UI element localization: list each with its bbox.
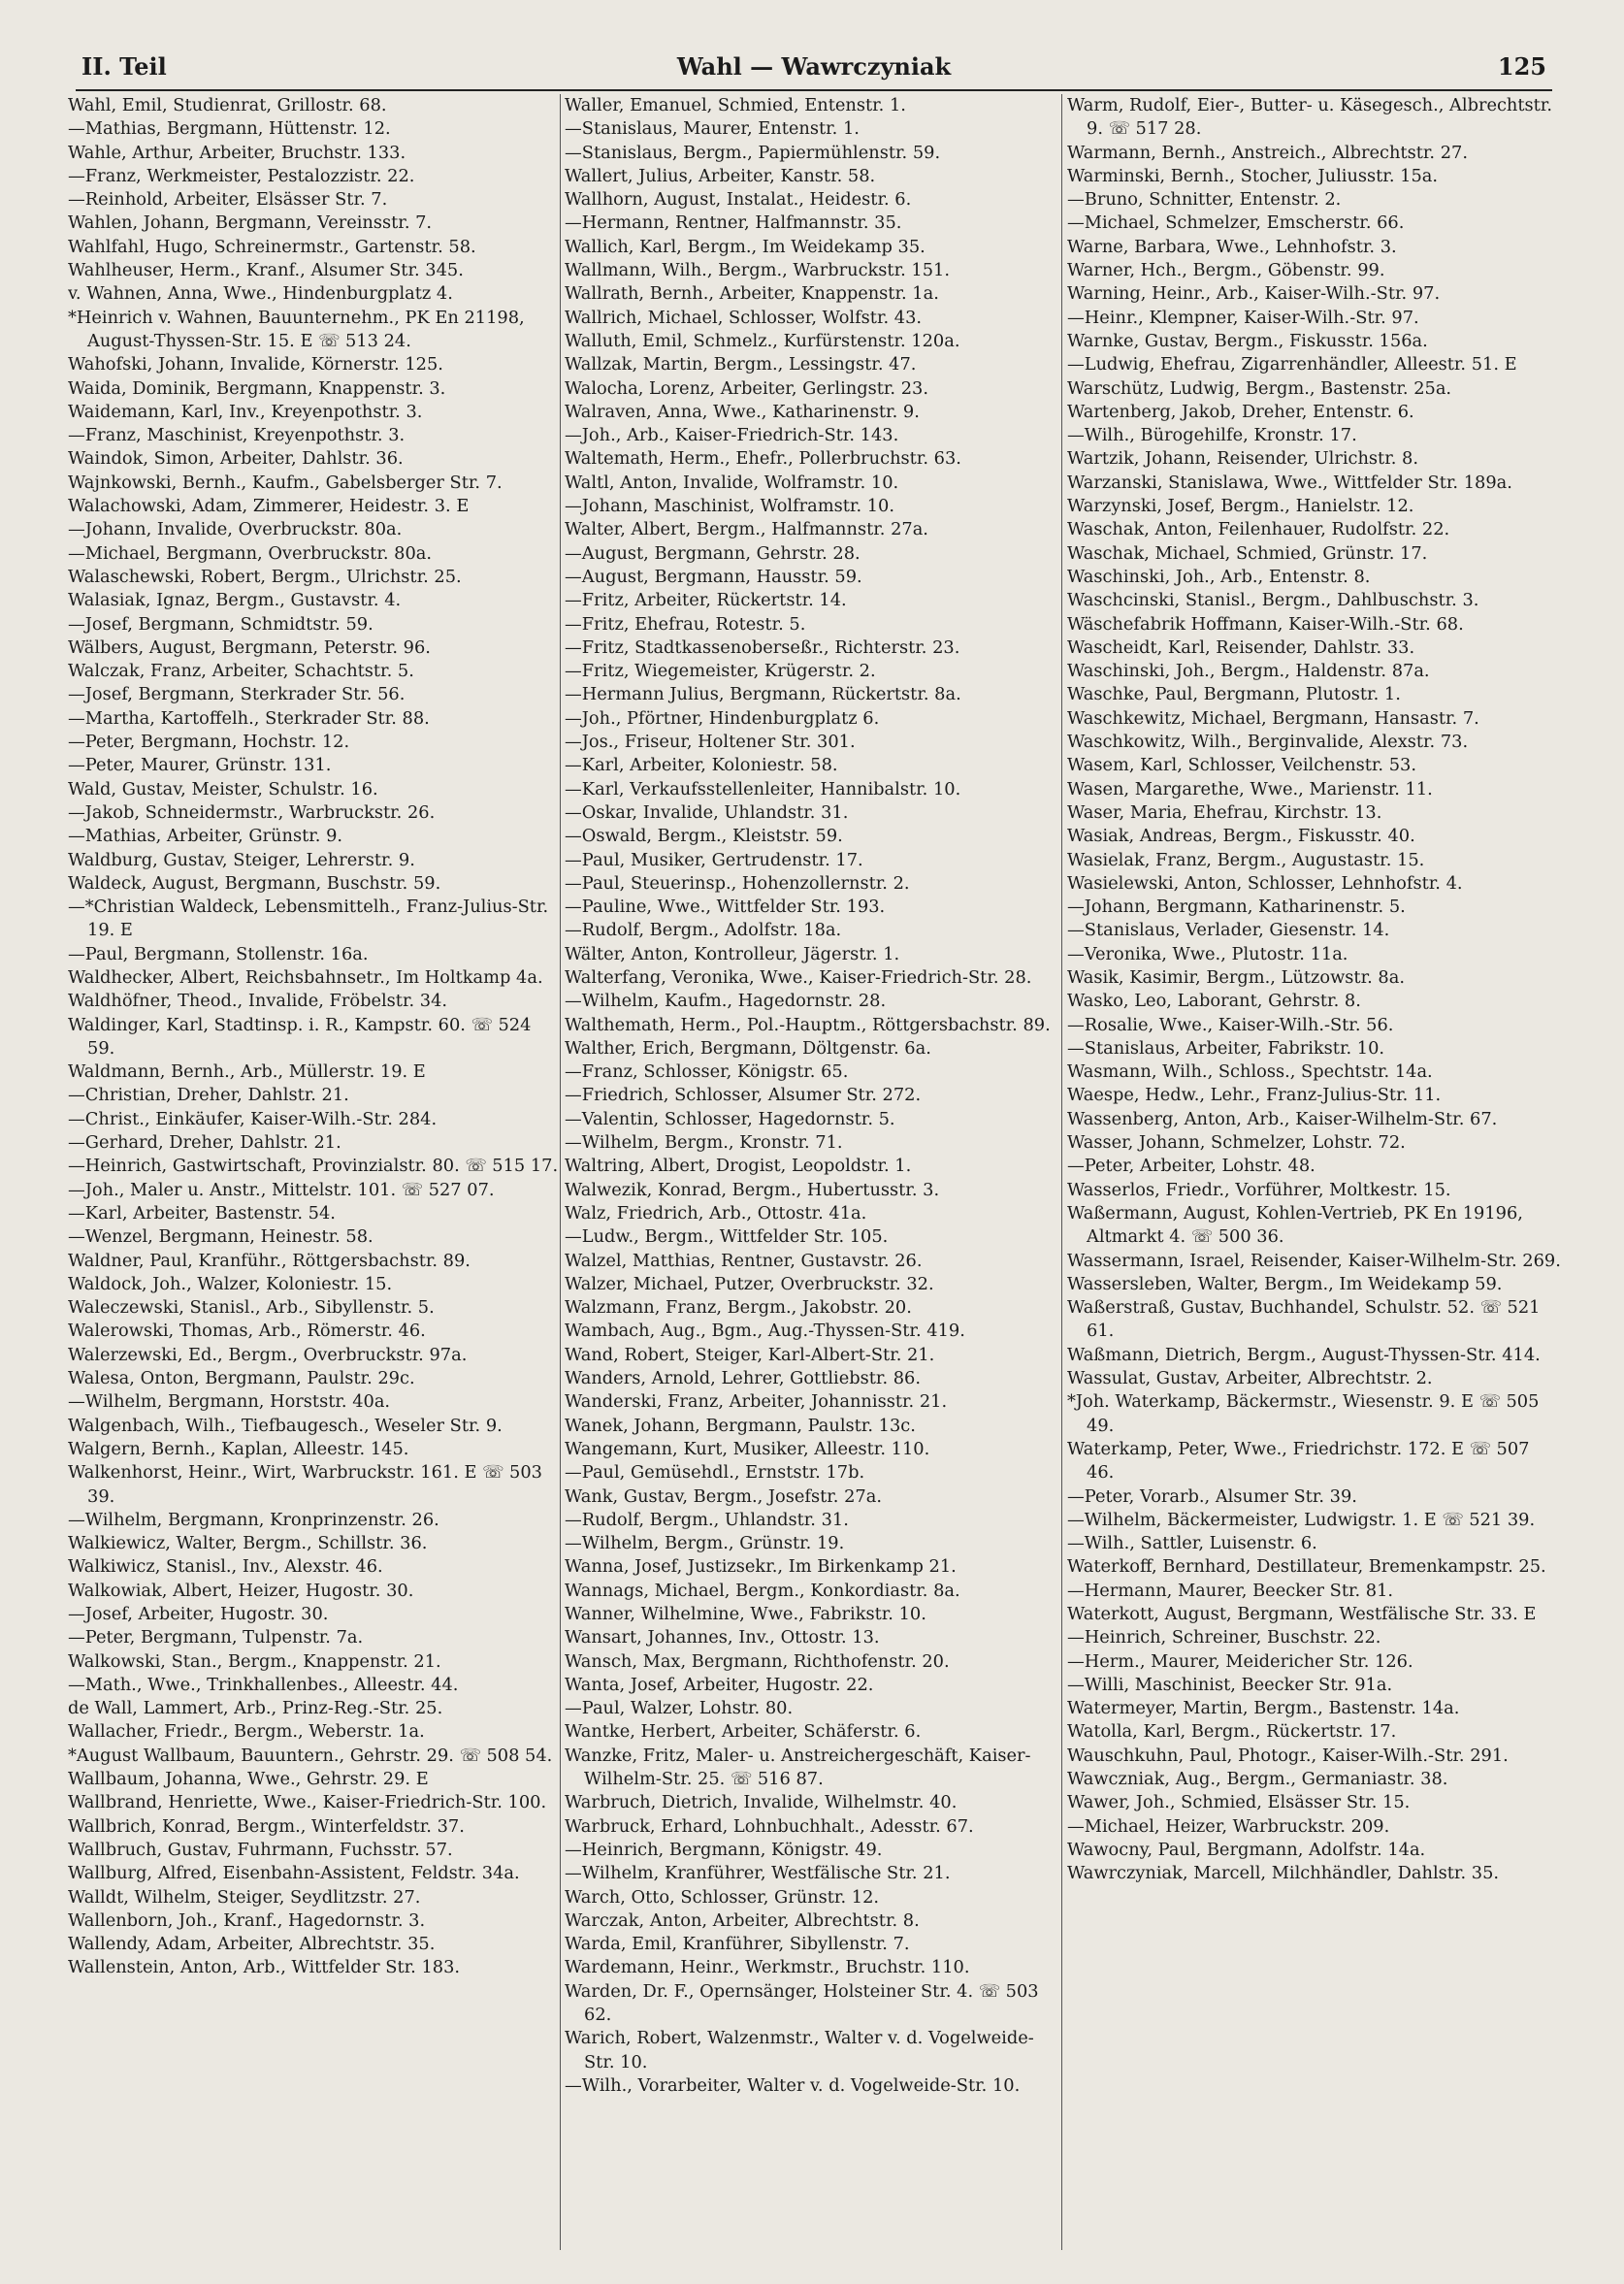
- directory-entry: —Paul, Bergmann, Stollenstr. 16a.: [68, 943, 369, 964]
- directory-entry: Wahofski, Johann, Invalide, Körnerstr. 125.: [68, 354, 443, 375]
- directory-entry: Walterfang, Veronika, Wwe., Kaiser-Friedrich-Str. 28.: [565, 966, 1032, 988]
- directory-entry: —Paul, Walzer, Lohstr. 80.: [565, 1698, 794, 1719]
- directory-entry: Warm, Rudolf, Eier-, Butter- u. Käsegesch., Albrechtstr. 9. ☏ 517 28.: [1067, 95, 1553, 140]
- directory-entry: Wawczniak, Aug., Bergm., Germaniastr. 38.: [1067, 1769, 1448, 1790]
- directory-entry: Warbruck, Erhard, Lohnbuchhalt., Adesstr. 67.: [565, 1815, 974, 1837]
- directory-entry: Warden, Dr. F., Opernsänger, Holsteiner Str. 4. ☏ 503 62.: [565, 1980, 1039, 2026]
- directory-entry: —Peter, Maurer, Grünstr. 131.: [68, 755, 332, 776]
- directory-entry: Wansch, Max, Bergmann, Richthofenstr. 20.: [565, 1650, 950, 1672]
- directory-entry: Wanner, Wilhelmine, Wwe., Fabrikstr. 10.: [565, 1604, 926, 1624]
- directory-entry: Waser, Maria, Ehefrau, Kirchstr. 13.: [1067, 801, 1382, 823]
- directory-entry: Wassermann, Israel, Reisender, Kaiser-Wilhelm-Str. 269.: [1067, 1250, 1561, 1271]
- directory-entry: Warbruch, Dietrich, Invalide, Wilhelmstr. 40.: [565, 1792, 958, 1813]
- directory-entry: —Willi, Maschinist, Beecker Str. 91a.: [1067, 1674, 1393, 1695]
- directory-entry: Waltemath, Herm., Ehefr., Pollerbruchstr. 63.: [565, 448, 961, 470]
- directory-entry: Wallburg, Alfred, Eisenbahn-Assistent, Feldstr. 34a.: [68, 1863, 520, 1884]
- directory-entry: —Hermann, Rentner, Halfmannstr. 35.: [565, 212, 902, 234]
- directory-entry: —Ludwig, Ehefrau, Zigarrenhändler, Alleestr. 51. E: [1067, 354, 1517, 375]
- directory-entry: —Heinrich, Gastwirtschaft, Provinzialstr. 80. ☏ 515 17.: [68, 1156, 559, 1177]
- directory-entry: —Johann, Maschinist, Wolframstr. 10.: [565, 496, 895, 517]
- directory-entry: —Wilh., Sattler, Luisenstr. 6.: [1067, 1533, 1317, 1554]
- directory-entry: Wanek, Johann, Bergmann, Paulstr. 13c.: [565, 1415, 916, 1436]
- directory-entry: Waschke, Paul, Bergmann, Plutostr. 1.: [1067, 684, 1401, 705]
- directory-entry: Warczak, Anton, Arbeiter, Albrechtstr. 8.: [565, 1909, 920, 1931]
- directory-column-3: [1067, 94, 1562, 2253]
- directory-entry: —Michael, Schmelzer, Emscherstr. 66.: [1067, 212, 1405, 234]
- directory-entry: —Johann, Invalide, Overbruckstr. 80a.: [68, 519, 403, 540]
- directory-entry: Wasielak, Franz, Bergm., Augustastr. 15.: [1067, 849, 1425, 870]
- directory-entry: Waschkowitz, Wilh., Berginvalide, Alexstr. 73.: [1067, 732, 1469, 753]
- directory-entry: Warich, Robert, Walzenmstr., Walter v. d. Vogelweide-Str. 10.: [565, 2028, 1034, 2072]
- directory-entry: —Paul, Steuerinsp., Hohenzollernstr. 2.: [565, 872, 910, 894]
- directory-entry: —Karl, Arbeiter, Koloniestr. 58.: [565, 755, 838, 776]
- directory-entry: —Wilhelm, Bäckermeister, Ludwigstr. 1. E ☏ 521 39.: [1067, 1509, 1536, 1530]
- directory-entry: —Fritz, Stadtkassenoberseßr., Richterstr. 23.: [565, 636, 960, 658]
- directory-entry: Waschinski, Joh., Bergm., Haldenstr. 87a.: [1067, 661, 1430, 682]
- directory-entry: —Franz, Maschinist, Kreyenpothstr. 3.: [68, 425, 406, 446]
- directory-entry: —Stanislaus, Arbeiter, Fabrikstr. 10.: [1067, 1037, 1385, 1059]
- directory-entry: Waldmann, Bernh., Arb., Müllerstr. 19. E: [68, 1061, 426, 1083]
- directory-entry: —Wilh., Bürogehilfe, Kronstr. 17.: [1067, 425, 1357, 446]
- directory-entry: Wasmann, Wilh., Schloss., Spechtstr. 14a.: [1067, 1061, 1433, 1083]
- directory-entry: —Joh., Arb., Kaiser-Friedrich-Str. 143.: [565, 425, 899, 446]
- directory-entry: Waldner, Paul, Kranführ., Röttgersbachstr. 89.: [68, 1250, 471, 1271]
- directory-entry: Waldock, Joh., Walzer, Koloniestr. 15.: [68, 1273, 393, 1294]
- directory-entry: Walasiak, Ignaz, Bergm., Gustavstr. 4.: [68, 590, 402, 611]
- directory-entry: —Karl, Verkaufsstellenleiter, Hannibalstr. 10.: [565, 778, 961, 799]
- directory-entry: Walkenhorst, Heinr., Wirt, Warbruckstr. 161. E ☏ 503 39.: [68, 1462, 542, 1507]
- directory-entry: —Wilh., Vorarbeiter, Walter v. d. Vogelweide-Str. 10.: [565, 2074, 1021, 2096]
- directory-entry: —Mathias, Arbeiter, Grünstr. 9.: [68, 826, 343, 847]
- directory-entry: Warminski, Bernh., Stocher, Juliusstr. 15a.: [1067, 165, 1439, 186]
- directory-entry: Warnke, Gustav, Bergm., Fiskusstr. 156a.: [1067, 330, 1428, 351]
- directory-entry: Wascheidt, Karl, Reisender, Dahlstr. 33.: [1067, 636, 1415, 658]
- directory-entry: Wanderski, Franz, Arbeiter, Johannisstr. 21.: [565, 1391, 948, 1413]
- directory-entry: —Rudolf, Bergm., Adolfstr. 18a.: [565, 920, 842, 941]
- directory-entry: —Stanislaus, Bergm., Papiermühlenstr. 59.: [565, 142, 941, 163]
- directory-entry: Waldburg, Gustav, Steiger, Lehrerstr. 9.: [68, 849, 415, 870]
- directory-entry: —Herm., Maurer, Meidericher Str. 126.: [1067, 1650, 1413, 1672]
- directory-entry: Walgenbach, Wilh., Tiefbaugesch., Weseler Str. 9.: [68, 1415, 503, 1436]
- directory-entry: —Josef, Bergmann, Sterkrader Str. 56.: [68, 684, 406, 705]
- directory-entry: de Wall, Lammert, Arb., Prinz-Reg.-Str. 25.: [68, 1698, 443, 1719]
- directory-entry: Wallhorn, August, Instalat., Heidestr. 6.: [565, 189, 912, 211]
- directory-entry: —Paul, Musiker, Gertrudenstr. 17.: [565, 849, 863, 870]
- directory-entry: Wahl, Emil, Studienrat, Grillostr. 68.: [68, 95, 387, 115]
- directory-entry: Waespe, Hedw., Lehr., Franz-Julius-Str. 11.: [1067, 1085, 1442, 1106]
- directory-entry: —Wilhelm, Bergm., Kronstr. 71.: [565, 1132, 843, 1154]
- directory-entry: —Wilhelm, Bergm., Grünstr. 19.: [565, 1533, 845, 1554]
- directory-entry: Wanta, Josef, Arbeiter, Hugostr. 22.: [565, 1674, 874, 1695]
- directory-entry: —Wilhelm, Kaufm., Hagedornstr. 28.: [565, 991, 887, 1012]
- directory-entry: Watermeyer, Martin, Bergm., Bastenstr. 14a.: [1067, 1698, 1460, 1719]
- directory-entry: —Rudolf, Bergm., Uhlandstr. 31.: [565, 1509, 849, 1530]
- directory-entry: Walkowiak, Albert, Heizer, Hugostr. 30.: [68, 1580, 414, 1601]
- directory-entry: Walesa, Onton, Bergmann, Paulstr. 29c.: [68, 1368, 415, 1389]
- directory-entry: Walldt, Wilhelm, Steiger, Seydlitzstr. 27.: [68, 1886, 421, 1908]
- directory-entry: Wald, Gustav, Meister, Schulstr. 16.: [68, 778, 378, 799]
- directory-entry: Waschkewitz, Michael, Bergmann, Hansastr. 7.: [1067, 707, 1479, 729]
- directory-entry: Waller, Emanuel, Schmied, Entenstr. 1.: [565, 95, 906, 115]
- directory-entry: Waldhöfner, Theod., Invalide, Fröbelstr. 34.: [68, 991, 448, 1012]
- directory-entry: —Josef, Bergmann, Schmidtstr. 59.: [68, 613, 374, 635]
- directory-entry: Wäschefabrik Hoffmann, Kaiser-Wilh.-Str. 68.: [1067, 613, 1464, 635]
- directory-entry: Warne, Barbara, Wwe., Lehnhofstr. 3.: [1067, 236, 1397, 257]
- directory-entry: —Karl, Arbeiter, Bastenstr. 54.: [68, 1202, 336, 1224]
- directory-entry: Walczak, Franz, Arbeiter, Schachtstr. 5.: [68, 661, 414, 682]
- directory-entry: —Wilhelm, Bergmann, Kronprinzenstr. 26.: [68, 1509, 439, 1530]
- directory-entry: —Peter, Arbeiter, Lohstr. 48.: [1067, 1156, 1315, 1177]
- directory-entry: Wannags, Michael, Bergm., Konkordiastr. 8a.: [565, 1580, 960, 1601]
- directory-entry: —Fritz, Arbeiter, Rückertstr. 14.: [565, 590, 847, 611]
- directory-entry: Walkiwicz, Stanisl., Inv., Alexstr. 46.: [68, 1556, 383, 1578]
- directory-entry: Wand, Robert, Steiger, Karl-Albert-Str. 21.: [565, 1344, 935, 1365]
- directory-entry: Warzynski, Josef, Bergm., Hanielstr. 12.: [1067, 496, 1414, 517]
- directory-entry: Wajnkowski, Bernh., Kaufm., Gabelsberger Str. 7.: [68, 472, 503, 493]
- directory-entry: Walaschewski, Robert, Bergm., Ulrichstr. 25.: [68, 566, 462, 587]
- directory-entry: Wälbers, August, Bergmann, Peterstr. 96.: [68, 636, 431, 658]
- directory-entry: —Franz, Schlosser, Königstr. 65.: [565, 1061, 849, 1083]
- directory-entry: Wartenberg, Jakob, Dreher, Entenstr. 6.: [1067, 401, 1414, 422]
- directory-column-1: [68, 94, 563, 2253]
- directory-entry: Wasik, Kasimir, Bergm., Lützowstr. 8a.: [1067, 966, 1405, 988]
- directory-entry: Waldeck, August, Bergmann, Buschstr. 59.: [68, 872, 441, 894]
- directory-entry: Waida, Dominik, Bergmann, Knappenstr. 3.: [68, 377, 446, 399]
- directory-entry: —Wilhelm, Kranführer, Westfälische Str. 21.: [565, 1863, 951, 1884]
- directory-entry: —Christian, Dreher, Dahlstr. 21.: [68, 1085, 349, 1106]
- directory-entry: Warning, Heinr., Arb., Kaiser-Wilh.-Str. 97.: [1067, 283, 1441, 305]
- directory-entry: Wahlfahl, Hugo, Schreinermstr., Gartenstr. 58.: [68, 236, 476, 257]
- directory-entry: —August, Bergmann, Gehrstr. 28.: [565, 542, 861, 564]
- directory-entry: Waidemann, Karl, Inv., Kreyenpothstr. 3.: [68, 401, 423, 422]
- directory-entry: Wasem, Karl, Schlosser, Veilchenstr. 53.: [1067, 755, 1417, 776]
- directory-entry: Wallich, Karl, Bergm., Im Weidekamp 35.: [565, 236, 926, 257]
- directory-entry: Walocha, Lorenz, Arbeiter, Gerlingstr. 23.: [565, 377, 928, 399]
- directory-entry: Wallrath, Bernh., Arbeiter, Knappenstr. 1a.: [565, 283, 939, 305]
- directory-entry: Wasielewski, Anton, Schlosser, Lehnhofstr. 4.: [1067, 872, 1463, 894]
- directory-entry: —Joh., Pförtner, Hindenburgplatz 6.: [565, 707, 880, 729]
- directory-entry: Walluth, Emil, Schmelz., Kurfürstenstr. 120a.: [565, 330, 960, 351]
- directory-entry: Walzel, Matthias, Rentner, Gustavstr. 26.: [565, 1250, 923, 1271]
- column-divider: [560, 94, 561, 2250]
- directory-entry: —Josef, Arbeiter, Hugostr. 30.: [68, 1604, 329, 1624]
- directory-entry: —Pauline, Wwe., Wittfelder Str. 193.: [565, 897, 886, 918]
- directory-entry: —Hermann Julius, Bergmann, Rückertstr. 8a.: [565, 684, 961, 705]
- directory-entry: Wallenborn, Joh., Kranf., Hagedornstr. 3.: [68, 1909, 426, 1931]
- page-number: 125: [1497, 52, 1546, 81]
- directory-entry: —Franz, Werkmeister, Pestalozzistr. 22.: [68, 165, 415, 186]
- directory-entry: Warner, Hch., Bergm., Göbenstr. 99.: [1067, 260, 1385, 281]
- directory-entry: —Bruno, Schnitter, Entenstr. 2.: [1067, 189, 1342, 211]
- directory-entry: —Wilhelm, Bergmann, Horststr. 40a.: [68, 1391, 391, 1413]
- directory-entry: Warch, Otto, Schlosser, Grünstr. 12.: [565, 1886, 880, 1908]
- directory-entry: Wawrczyniak, Marcell, Milchhändler, Dahlstr. 35.: [1067, 1863, 1500, 1884]
- directory-entry: Wartzik, Johann, Reisender, Ulrichstr. 8.: [1067, 448, 1419, 470]
- directory-entry: Watolla, Karl, Bergm., Rückertstr. 17.: [1067, 1721, 1397, 1743]
- directory-entry: Wanders, Arnold, Lehrer, Gottliebstr. 86.: [565, 1368, 922, 1389]
- column-divider: [1061, 94, 1062, 2250]
- directory-entry: —Reinhold, Arbeiter, Elsässer Str. 7.: [68, 189, 388, 211]
- directory-entry: *Heinrich v. Wahnen, Bauunternehm., PK En 21198, August-Thyssen-Str. 15. E ☏ 513 24.: [68, 307, 525, 351]
- directory-entry: Waldhecker, Albert, Reichsbahnsetr., Im Holtkamp 4a.: [68, 966, 543, 988]
- directory-entry: —Martha, Kartoffelh., Sterkrader Str. 88.: [68, 707, 430, 729]
- directory-entry: Wahlheuser, Herm., Kranf., Alsumer Str. 345.: [68, 260, 464, 281]
- directory-entry: —Heinr., Klempner, Kaiser-Wilh.-Str. 97.: [1067, 307, 1419, 328]
- directory-entry: Walerzewski, Ed., Bergm., Overbruckstr. 97a.: [68, 1344, 468, 1365]
- directory-entry: Wälter, Anton, Kontrolleur, Jägerstr. 1.: [565, 943, 900, 964]
- name-range-title: Wahl — Wawrczyniak: [676, 52, 952, 81]
- directory-entry: Wansart, Johannes, Inv., Ottostr. 13.: [565, 1627, 880, 1648]
- directory-entry: —Heinrich, Bergmann, Königstr. 49.: [565, 1839, 883, 1860]
- directory-entry: Wahlen, Johann, Bergmann, Vereinsstr. 7.: [68, 212, 433, 234]
- directory-entry: —Fritz, Ehefrau, Rotestr. 5.: [565, 613, 806, 635]
- directory-entry: v. Wahnen, Anna, Wwe., Hindenburgplatz 4.: [68, 283, 453, 305]
- directory-entry: Waßermann, August, Kohlen-Vertrieb, PK En 19196, Altmarkt 4. ☏ 500 36.: [1067, 1202, 1523, 1248]
- directory-entry: Waltring, Albert, Drogist, Leopoldstr. 1.: [565, 1156, 912, 1177]
- directory-entry: Wallzak, Martin, Bergm., Lessingstr. 47.: [565, 354, 917, 375]
- directory-entry: Wambach, Aug., Bgm., Aug.-Thyssen-Str. 419.: [565, 1321, 965, 1342]
- directory-entry: —Michael, Bergmann, Overbruckstr. 80a.: [68, 542, 433, 564]
- directory-entry: Wasen, Margarethe, Wwe., Marienstr. 11.: [1067, 778, 1433, 799]
- directory-entry: —Heinrich, Schreiner, Buschstr. 22.: [1067, 1627, 1381, 1648]
- directory-entry: Walwezik, Konrad, Bergm., Hubertusstr. 3.: [565, 1179, 940, 1200]
- directory-entry: Wantke, Herbert, Arbeiter, Schäferstr. 6.: [565, 1721, 922, 1743]
- directory-entry: Wassenberg, Anton, Arb., Kaiser-Wilhelm-Str. 67.: [1067, 1108, 1498, 1129]
- directory-entry: Wassulat, Gustav, Arbeiter, Albrechtstr. 2.: [1067, 1368, 1433, 1389]
- directory-entry: Wauschkuhn, Paul, Photogr., Kaiser-Wilh.-Str. 291.: [1067, 1745, 1509, 1766]
- part-label: II. Teil: [81, 52, 167, 81]
- directory-entry: Waindok, Simon, Arbeiter, Dahlstr. 36.: [68, 448, 404, 470]
- directory-entry: Walkiewicz, Walter, Bergm., Schillstr. 36.: [68, 1533, 428, 1554]
- directory-entry: Wallmann, Wilh., Bergm., Warbruckstr. 151.: [565, 260, 951, 281]
- directory-entry: Wardemann, Heinr., Werkmstr., Bruchstr. 110.: [565, 1957, 970, 1978]
- directory-entry: Waterkamp, Peter, Wwe., Friedrichstr. 172. E ☏ 507 46.: [1067, 1438, 1530, 1484]
- directory-entry: Wawer, Joh., Schmied, Elsässer Str. 15.: [1067, 1792, 1411, 1813]
- directory-entry: Waßmann, Dietrich, Bergm., August-Thyssen-Str. 414.: [1067, 1344, 1541, 1365]
- directory-column-2: [565, 94, 1059, 2253]
- directory-entry: —Johann, Bergmann, Katharinenstr. 5.: [1067, 897, 1406, 918]
- directory-entry: Walerowski, Thomas, Arb., Römerstr. 46.: [68, 1321, 426, 1342]
- directory-entry: Waßerstraß, Gustav, Buchhandel, Schulstr. 52. ☏ 521 61.: [1067, 1297, 1541, 1342]
- directory-entry: Wawocny, Paul, Bergmann, Adolfstr. 14a.: [1067, 1839, 1426, 1860]
- directory-entry: —Stanislaus, Maurer, Entenstr. 1.: [565, 118, 860, 140]
- directory-entry: —Ludw., Bergm., Wittfelder Str. 105.: [565, 1226, 889, 1248]
- directory-entry: Waterkoff, Bernhard, Destillateur, Bremenkampstr. 25.: [1067, 1556, 1546, 1578]
- directory-entry: Wallendy, Adam, Arbeiter, Albrechtstr. 35.: [68, 1934, 436, 1955]
- directory-entry: Waleczewski, Stanisl., Arb., Sibyllenstr. 5.: [68, 1297, 435, 1319]
- directory-entry: —Friedrich, Schlosser, Alsumer Str. 272.: [565, 1085, 922, 1106]
- directory-entry: —Math., Wwe., Trinkhallenbes., Alleestr. 44.: [68, 1674, 459, 1695]
- directory-entry: Walraven, Anna, Wwe., Katharinenstr. 9.: [565, 401, 920, 422]
- directory-entry: Walz, Friedrich, Arb., Ottostr. 41a.: [565, 1202, 867, 1224]
- directory-entry: Walther, Erich, Bergmann, Döltgenstr. 6a.: [565, 1037, 931, 1059]
- directory-entry: Waschak, Anton, Feilenhauer, Rudolfstr. 22.: [1067, 519, 1450, 540]
- directory-entry: Warschütz, Ludwig, Bergm., Bastenstr. 25a.: [1067, 377, 1452, 399]
- directory-entry: Walzer, Michael, Putzer, Overbruckstr. 32.: [565, 1273, 934, 1294]
- directory-entry: Wallbaum, Johanna, Wwe., Gehrstr. 29. E: [68, 1769, 429, 1790]
- directory-entry: Wank, Gustav, Bergm., Josefstr. 27a.: [565, 1485, 882, 1507]
- directory-entry: —August, Bergmann, Hausstr. 59.: [565, 566, 862, 587]
- directory-entry: Waschinski, Joh., Arb., Entenstr. 8.: [1067, 566, 1371, 587]
- directory-entry: —Oswald, Bergm., Kleiststr. 59.: [565, 826, 843, 847]
- directory-entry: —Valentin, Schlosser, Hagedornstr. 5.: [565, 1108, 895, 1129]
- directory-entry: Warmann, Bernh., Anstreich., Albrechtstr. 27.: [1067, 142, 1468, 163]
- directory-entry: Walgern, Bernh., Kaplan, Alleestr. 145.: [68, 1438, 409, 1459]
- directory-entry: *Joh. Waterkamp, Bäckermstr., Wiesenstr. 9. E ☏ 505 49.: [1067, 1391, 1540, 1436]
- directory-entry: —Michael, Heizer, Warbruckstr. 209.: [1067, 1815, 1390, 1837]
- directory-entry: Wallacher, Friedr., Bergm., Weberstr. 1a.: [68, 1721, 425, 1743]
- directory-entry: Walachowski, Adam, Zimmerer, Heidestr. 3. E: [68, 496, 470, 517]
- directory-entry: —Hermann, Maurer, Beecker Str. 81.: [1067, 1580, 1394, 1601]
- directory-entry: Walter, Albert, Bergm., Halfmannstr. 27a.: [565, 519, 928, 540]
- directory-entry: —Joh., Maler u. Anstr., Mittelstr. 101. ☏ 527 07.: [68, 1179, 495, 1200]
- directory-entry: Waldinger, Karl, Stadtinsp. i. R., Kampstr. 60. ☏ 524 59.: [68, 1014, 532, 1059]
- directory-entry: Wasser, Johann, Schmelzer, Lohstr. 72.: [1067, 1132, 1406, 1154]
- directory-entry: Waltl, Anton, Invalide, Wolframstr. 10.: [565, 472, 899, 493]
- directory-entry: Warda, Emil, Kranführer, Sibyllenstr. 7.: [565, 1934, 910, 1955]
- directory-entry: Warzanski, Stanislawa, Wwe., Wittfelder Str. 189a.: [1067, 472, 1512, 493]
- directory-entry: —Veronika, Wwe., Plutostr. 11a.: [1067, 943, 1348, 964]
- directory-entry: Waschcinski, Stanisl., Bergm., Dahlbuschstr. 3.: [1067, 590, 1479, 611]
- directory-entry: —Oskar, Invalide, Uhlandstr. 31.: [565, 801, 849, 823]
- directory-entry: Waterkott, August, Bergmann, Westfälische Str. 33. E: [1067, 1604, 1537, 1624]
- directory-entry: Wallert, Julius, Arbeiter, Kanstr. 58.: [565, 165, 876, 186]
- directory-entry: *August Wallbaum, Bauuntern., Gehrstr. 29. ☏ 508 54.: [68, 1745, 553, 1766]
- directory-entry: Wanzke, Fritz, Maler- u. Anstreichergeschäft, Kaiser-Wilhelm-Str. 25. ☏ 516 87.: [565, 1745, 1031, 1790]
- directory-entry: Wallenstein, Anton, Arb., Wittfelder Str. 183.: [68, 1957, 461, 1978]
- directory-entry: Wanna, Josef, Justizsekr., Im Birkenkamp 21.: [565, 1556, 957, 1578]
- directory-entry: —Christ., Einkäufer, Kaiser-Wilh.-Str. 284.: [68, 1108, 438, 1129]
- directory-entry: Wallbruch, Gustav, Fuhrmann, Fuchsstr. 57.: [68, 1839, 453, 1860]
- directory-entry: —*Christian Waldeck, Lebensmittelh., Franz-Julius-Str. 19. E: [68, 897, 549, 941]
- directory-entry: Wassersleben, Walter, Bergm., Im Weidekamp 59.: [1067, 1273, 1503, 1294]
- directory-entry: —Wenzel, Bergmann, Heinestr. 58.: [68, 1226, 374, 1248]
- directory-entry: —Fritz, Wiegemeister, Krügerstr. 2.: [565, 661, 876, 682]
- directory-entry: Walkowski, Stan., Bergm., Knappenstr. 21.: [68, 1650, 441, 1672]
- directory-entry: —Mathias, Bergmann, Hüttenstr. 12.: [68, 118, 391, 140]
- directory-entry: Wasko, Leo, Laborant, Gehrstr. 8.: [1067, 991, 1361, 1012]
- directory-entry: Wangemann, Kurt, Musiker, Alleestr. 110.: [565, 1438, 930, 1459]
- page-header: [76, 50, 1552, 91]
- directory-entry: —Peter, Bergmann, Hochstr. 12.: [68, 732, 350, 753]
- directory-entry: —Peter, Vorarb., Alsumer Str. 39.: [1067, 1485, 1357, 1507]
- directory-entry: Waschak, Michael, Schmied, Grünstr. 17.: [1067, 542, 1428, 564]
- directory-entry: Walthemath, Herm., Pol.-Hauptm., Röttgersbachstr. 89.: [565, 1014, 1051, 1035]
- directory-entry: Wallrich, Michael, Schlosser, Wolfstr. 43.: [565, 307, 923, 328]
- directory-entry: Wasserlos, Friedr., Vorführer, Moltkestr. 15.: [1067, 1179, 1451, 1200]
- directory-entry: —Jakob, Schneidermstr., Warbruckstr. 26.: [68, 801, 436, 823]
- directory-entry: —Jos., Friseur, Holtener Str. 301.: [565, 732, 856, 753]
- directory-entry: —Paul, Gemüsehdl., Ernststr. 17b.: [565, 1462, 865, 1484]
- directory-entry: —Peter, Bergmann, Tulpenstr. 7a.: [68, 1627, 364, 1648]
- directory-entry: Wallbrich, Konrad, Bergm., Winterfeldstr. 37.: [68, 1815, 465, 1837]
- directory-entry: —Stanislaus, Verlader, Giesenstr. 14.: [1067, 920, 1390, 941]
- directory-entry: Wahle, Arthur, Arbeiter, Bruchstr. 133.: [68, 142, 406, 163]
- directory-entry: Walzmann, Franz, Bergm., Jakobstr. 20.: [565, 1297, 912, 1319]
- directory-entry: —Gerhard, Dreher, Dahlstr. 21.: [68, 1132, 341, 1154]
- directory-entry: —Rosalie, Wwe., Kaiser-Wilh.-Str. 56.: [1067, 1014, 1394, 1035]
- directory-entry: Wallbrand, Henriette, Wwe., Kaiser-Friedrich-Str. 100.: [68, 1792, 547, 1813]
- directory-entry: Wasiak, Andreas, Bergm., Fiskusstr. 40.: [1067, 826, 1415, 847]
